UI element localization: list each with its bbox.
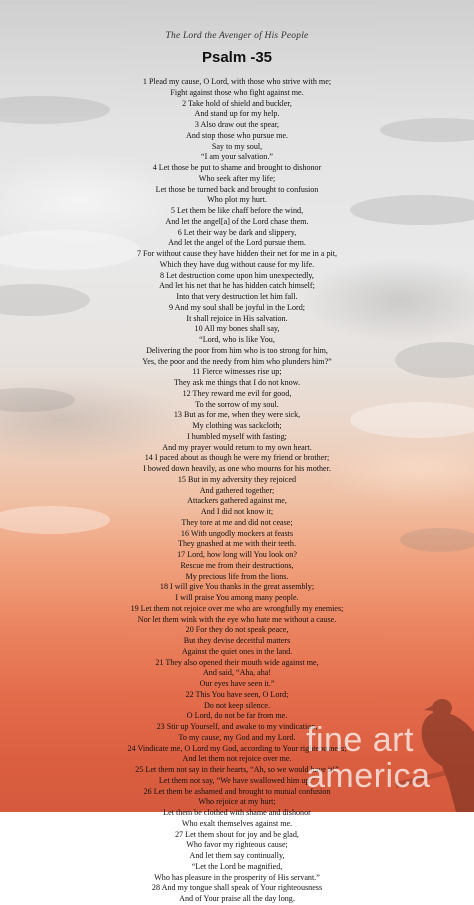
psalm-line: 6 Let their way be dark and slippery, xyxy=(177,227,297,237)
psalm-line: I bowed down heavily, as one who mourns for his mother. xyxy=(143,464,331,473)
psalm-line: 22 This You have seen, O Lord; xyxy=(185,689,289,699)
psalm-line: They ask me things that I do not know. xyxy=(173,378,301,387)
psalm-line: 11 Fierce witnesses rise up; xyxy=(192,367,282,377)
psalm-line: Who favor my righteous cause; xyxy=(186,840,288,850)
psalm-line: 13 But as for me, when they were sick, xyxy=(173,410,301,420)
psalm-line: And stand up for my help. xyxy=(194,109,280,119)
psalm-line: And let his net that he has hidden catch himself; xyxy=(159,281,315,291)
psalm-line: Delivering the poor from him who is too strong for him, xyxy=(146,345,328,355)
psalm-line: 7 For without cause they have hidden their net for me in a pit, xyxy=(136,249,338,258)
psalm-line: I will praise You among many people. xyxy=(175,593,299,602)
psalm-line: I humbled myself with fasting; xyxy=(187,431,287,441)
psalm-line: 23 Stir up Yourself, and awake to my vindication, xyxy=(156,722,318,731)
psalm-line: Do not keep silence. xyxy=(203,700,271,710)
psalm-line: My precious life from the lions. xyxy=(185,571,289,581)
psalm-line: “I am your salvation.” xyxy=(201,152,273,162)
psalm-line: 21 They also opened their mouth wide against me, xyxy=(155,657,319,667)
psalm-line: They gnashed at me with their teeth. xyxy=(178,539,296,549)
psalm-line: And let them say continually, xyxy=(189,851,285,860)
psalm-line: 4 Let those be put to shame and brought to dishonor xyxy=(152,163,322,172)
psalm-line: And said, “Aha, aha! xyxy=(202,668,272,678)
psalm-line: Which they have dug without cause for my life. xyxy=(159,259,315,269)
psalm-line: Let them not say, “We have swallowed him up.” xyxy=(158,775,316,785)
psalm-line: Yes, the poor and the needy from him who plunders him?” xyxy=(142,356,332,366)
psalm-line: 15 But in my adversity they rejoiced xyxy=(177,474,297,484)
psalm-line: And let the angel[a] of the Lord chase them. xyxy=(165,216,309,226)
psalm-line: 12 They reward me evil for good, xyxy=(182,388,292,398)
page-title: Psalm -35 xyxy=(201,49,273,66)
psalm-line: 20 For they do not speak peace, xyxy=(185,625,289,635)
subtitle: The Lord the Avenger of His People xyxy=(165,31,309,41)
psalm-line: Against the quiet ones in the land. xyxy=(181,646,293,656)
psalm-line: 3 Also draw out the spear, xyxy=(194,120,280,129)
watermark-line-1: fine art xyxy=(306,721,414,759)
psalm-line: 10 All my bones shall say, xyxy=(194,324,280,334)
psalm-line: Who rejoice at my hurt; xyxy=(198,797,276,807)
psalm-line: Rescue me from their destructions, xyxy=(180,560,294,570)
psalm-line: 19 Let them not rejoice over me who are wrongfully my enemies; xyxy=(130,603,344,613)
psalm-line: Nor let them wink with the eye who hate me without a cause. xyxy=(137,614,337,624)
psalm-line: 24 Vindicate me, O Lord my God, according to Your righteousness; xyxy=(127,743,347,753)
psalm-line: 9 And my soul shall be joyful in the Lord; xyxy=(168,302,305,312)
psalm-line: Who plot my hurt. xyxy=(207,195,267,205)
watermark xyxy=(306,722,474,794)
psalm-line: “Let the Lord be magnified, xyxy=(191,861,283,871)
psalm-line: It shall rejoice in His salvation. xyxy=(186,313,288,323)
psalm-line: O Lord, do not be far from me. xyxy=(186,711,288,721)
watermark-line-2: america xyxy=(306,757,431,795)
psalm-line: Say to my soul, xyxy=(211,141,263,151)
psalm-line: 16 With ungodly mockers at feasts xyxy=(180,528,294,538)
psalm-line: But they devise deceitful matters xyxy=(183,636,291,645)
psalm-line: 2 Take hold of shield and buckler, xyxy=(182,98,292,108)
psalm-line: 28 And my tongue shall speak of Your righteousness xyxy=(151,883,323,893)
psalm-line: “Lord, who is like You, xyxy=(199,335,275,344)
psalm-line: 1 Plead my cause, O Lord, with those who strive with me; xyxy=(142,77,332,86)
psalm-line: My clothing was sackcloth; xyxy=(192,421,282,430)
psalm-line: 14 I paced about as though he were my friend or brother; xyxy=(144,453,330,463)
psalm-line: 25 Let them not say in their hearts, “Ah, so we would have it!” xyxy=(135,765,339,774)
psalm-line: To my cause, my God and my Lord. xyxy=(178,732,296,742)
psalm-line: Let those be turned back and brought to confusion xyxy=(155,184,319,194)
psalm-line: Into that very destruction let him fall. xyxy=(176,292,298,301)
psalm-line: Who exalt themselves against me. xyxy=(181,818,293,828)
psalm-line: Who seek after my life; xyxy=(198,173,276,183)
psalm-line: 5 Let them be like chaff before the wind, xyxy=(170,206,304,215)
psalm-line: Fight against those who fight against me. xyxy=(170,87,304,97)
psalm-line: And stop those who pursue me. xyxy=(185,130,289,140)
psalm-line: 18 I will give You thanks in the great assembly; xyxy=(159,582,315,592)
psalm-line: 27 Let them shout for joy and be glad, xyxy=(175,829,299,839)
psalm-line: And let the angel of the Lord pursue them. xyxy=(168,238,306,248)
psalm-line: Let them be clothed with shame and dishonor xyxy=(163,808,311,817)
psalm-line: Our eyes have seen it.” xyxy=(199,679,275,688)
psalm-line: Attackers gathered against me, xyxy=(187,496,287,506)
psalm-line: 17 Lord, how long will You look on? xyxy=(177,550,297,559)
psalm-line: They tore at me and did not cease; xyxy=(181,517,293,527)
psalm-line: And gathered together; xyxy=(199,485,275,495)
psalm-line: And I did not know it; xyxy=(200,507,274,516)
psalm-line: Who has pleasure in the prosperity of His servant.” xyxy=(154,872,320,882)
psalm-line: And my prayer would return to my own heart. xyxy=(162,442,312,452)
psalm-line: And let them not rejoice over me. xyxy=(182,754,292,764)
psalm-line: 26 Let them be ashamed and brought to mutual confusion xyxy=(143,786,331,796)
psalm-line: 8 Let destruction come upon him unexpectedly, xyxy=(160,270,314,280)
psalm-line: To the sorrow of my soul. xyxy=(195,399,279,409)
psalm-line: And of Your praise all the day long. xyxy=(179,894,295,903)
